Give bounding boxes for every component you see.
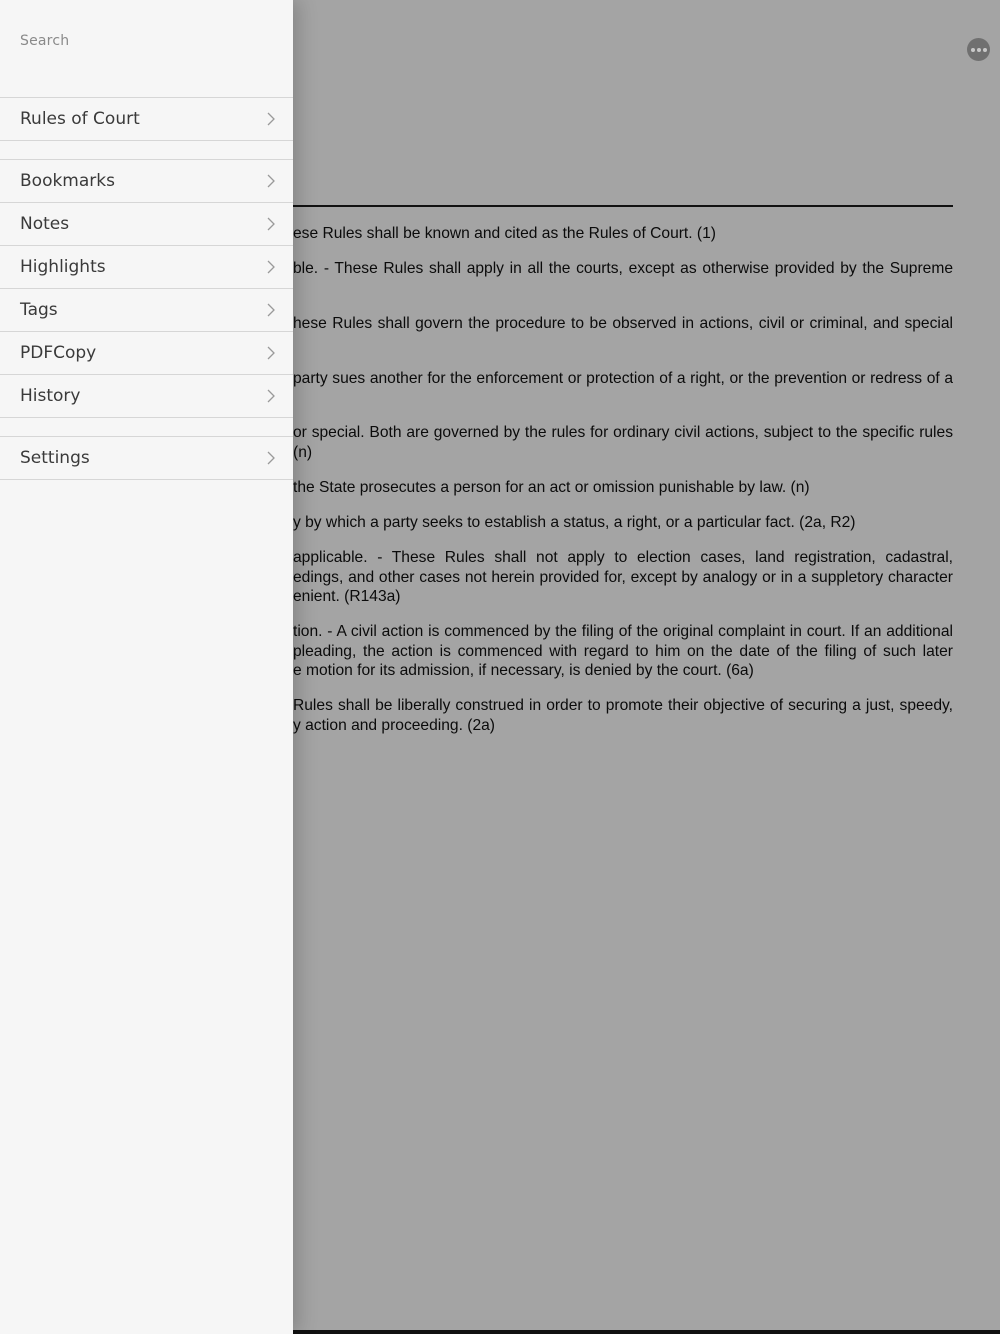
- chevron-right-icon: [263, 450, 279, 466]
- text-line: applicable. - These Rules shall not apply to election cases, land registration, cadastral,: [293, 549, 953, 566]
- dot-icon: [971, 48, 975, 52]
- text-line: y action and proceeding. (2a): [293, 716, 495, 734]
- menu-item-label: Bookmarks: [20, 171, 115, 191]
- bottom-divider: [290, 1330, 1000, 1334]
- text-line: hese Rules shall govern the procedure to be observed in actions, civil or criminal, and special: [293, 315, 953, 332]
- menu-item-settings[interactable]: [0, 437, 293, 480]
- text-line: party sues another for the enforcement or protection of a right, or the prevention or redress of a: [293, 370, 953, 387]
- menu-group-library: [0, 97, 293, 141]
- menu-item-tags[interactable]: [0, 289, 293, 332]
- menu-item-notes[interactable]: [0, 203, 293, 246]
- document-paragraph: [293, 622, 953, 681]
- document-paragraph: [293, 259, 953, 279]
- text-line: y by which a party seeks to establish a status, a right, or a particular fact. (2a, R2): [293, 514, 856, 531]
- text-line: pleading, the action is commenced with regard to him on the date of the filing of such later: [293, 642, 953, 660]
- menu-item-label: PDFCopy: [20, 343, 97, 363]
- text-line: edings, and other cases not herein provided for, except by analogy or in a suppletory character: [293, 568, 953, 586]
- text-line: (n): [293, 443, 313, 461]
- menu-group-tools: [0, 159, 293, 418]
- text-line: the State prosecutes a person for an act or omission punishable by law. (n): [293, 479, 810, 496]
- document-paragraph: [293, 314, 953, 334]
- menu-item-rules-of-court[interactable]: [0, 98, 293, 141]
- menu-item-highlights[interactable]: [0, 246, 293, 289]
- document-paragraph: [293, 478, 953, 498]
- dot-icon: [977, 48, 981, 52]
- chevron-right-icon: [263, 259, 279, 275]
- menu-item-history[interactable]: [0, 375, 293, 418]
- chevron-right-icon: [263, 345, 279, 361]
- chevron-right-icon: [263, 111, 279, 127]
- text-line: or special. Both are governed by the rules for ordinary civil actions, subject to the specific rules: [293, 424, 953, 441]
- text-line: enient. (R143a): [293, 588, 401, 605]
- menu-item-label: Rules of Court: [20, 109, 140, 129]
- menu-item-label: Highlights: [20, 257, 106, 277]
- section-divider: [290, 205, 953, 207]
- menu-item-label: Notes: [20, 214, 70, 234]
- menu-group-settings: [0, 436, 293, 480]
- document-paragraph: [293, 369, 953, 389]
- chevron-right-icon: [263, 388, 279, 404]
- document-paragraph: [293, 696, 953, 735]
- menu-item-pdfcopy[interactable]: [0, 332, 293, 375]
- search-field[interactable]: Search: [20, 33, 70, 49]
- menu-item-label: Settings: [20, 448, 90, 468]
- menu-item-bookmarks[interactable]: [0, 160, 293, 203]
- document-paragraph: [293, 224, 953, 244]
- text-line: ese Rules shall be known and cited as the Rules of Court. (1): [293, 225, 716, 242]
- document-paragraph: [293, 423, 953, 462]
- text-line: e motion for its admission, if necessary, is denied by the court. (6a): [293, 662, 754, 679]
- text-line: tion. - A civil action is commenced by the filing of the original complaint in court. If an additional: [293, 623, 953, 640]
- more-options-button[interactable]: [967, 38, 990, 61]
- menu-item-label: History: [20, 386, 81, 406]
- menu-item-label: Tags: [20, 300, 58, 320]
- sidebar-menu: [0, 0, 293, 1334]
- chevron-right-icon: [263, 173, 279, 189]
- chevron-right-icon: [263, 302, 279, 318]
- text-line: Rules shall be liberally construed in order to promote their objective of securing a just, speedy,: [293, 697, 953, 714]
- text-line: ble. - These Rules shall apply in all the courts, except as otherwise provided by the Supreme: [293, 260, 953, 277]
- dot-icon: [983, 48, 987, 52]
- document-paragraph: [293, 513, 953, 533]
- document-paragraph: [293, 548, 953, 607]
- chevron-right-icon: [263, 216, 279, 232]
